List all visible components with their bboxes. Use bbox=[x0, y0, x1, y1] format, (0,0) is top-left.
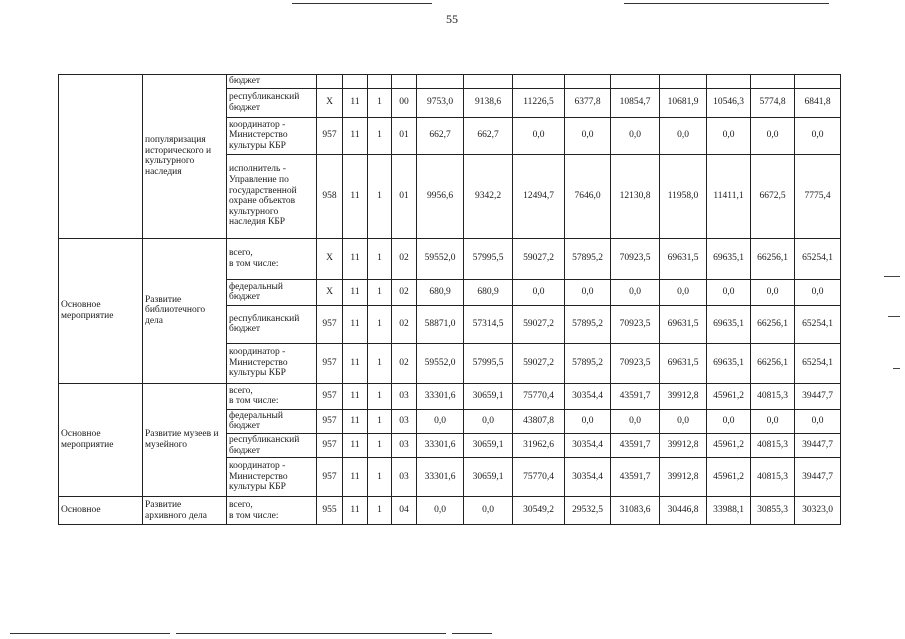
cell-amount: 7646,0 bbox=[565, 154, 611, 238]
cell-budget-code: 1 bbox=[368, 238, 392, 279]
cell-budget-code: 11 bbox=[343, 343, 368, 383]
cell-amount: 6672,5 bbox=[751, 154, 795, 238]
cell-budget-code: X bbox=[317, 88, 343, 117]
cell-amount: 0,0 bbox=[565, 409, 611, 433]
cell-amount: 30549,2 bbox=[513, 497, 565, 525]
cell-amount: 57895,2 bbox=[565, 343, 611, 383]
cell-amount: 0,0 bbox=[513, 117, 565, 154]
cell-amount: 0,0 bbox=[660, 279, 707, 305]
cell-budget-code: 1 bbox=[368, 88, 392, 117]
cell-amount: 59552,0 bbox=[417, 238, 464, 279]
cell-budget-code bbox=[343, 75, 368, 89]
cell-program-name: Развитие архивного дела bbox=[143, 497, 227, 525]
cell-amount bbox=[464, 75, 513, 89]
cell-amount: 30446,8 bbox=[660, 497, 707, 525]
cell-budget-code: 957 bbox=[317, 305, 343, 343]
cell-amount: 30354,4 bbox=[565, 458, 611, 497]
cell-amount: 75770,4 bbox=[513, 458, 565, 497]
cell-amount bbox=[751, 75, 795, 89]
cell-amount: 70923,5 bbox=[611, 238, 660, 279]
cell-amount: 57995,5 bbox=[464, 343, 513, 383]
cell-amount: 30659,1 bbox=[464, 458, 513, 497]
cell-amount: 39912,8 bbox=[660, 383, 707, 409]
cell-amount: 9753,0 bbox=[417, 88, 464, 117]
cell-amount: 0,0 bbox=[611, 279, 660, 305]
cell-budget-code: 957 bbox=[317, 458, 343, 497]
cell-amount: 0,0 bbox=[660, 117, 707, 154]
table-row bbox=[59, 75, 841, 89]
cell-amount: 39912,8 bbox=[660, 458, 707, 497]
cell-amount: 9956,6 bbox=[417, 154, 464, 238]
cell-amount: 59552,0 bbox=[417, 343, 464, 383]
cell-amount: 69631,5 bbox=[660, 238, 707, 279]
page-number: 55 bbox=[446, 12, 458, 26]
cell-amount: 58871,0 bbox=[417, 305, 464, 343]
cell-amount: 65254,1 bbox=[795, 238, 841, 279]
cell-amount: 6841,8 bbox=[795, 88, 841, 117]
cell-status: Основное bbox=[59, 497, 143, 525]
cell-amount: 65254,1 bbox=[795, 305, 841, 343]
bottom-rule-right bbox=[452, 633, 492, 634]
cell-amount: 39447,7 bbox=[795, 458, 841, 497]
cell-amount bbox=[660, 75, 707, 89]
cell-amount: 11226,5 bbox=[513, 88, 565, 117]
cell-amount: 69631,5 bbox=[660, 305, 707, 343]
cell-amount: 12494,7 bbox=[513, 154, 565, 238]
cell-budget-code: 1 bbox=[368, 497, 392, 525]
cell-funding-source: республиканский бюджет bbox=[227, 433, 317, 457]
cell-amount: 0,0 bbox=[751, 409, 795, 433]
cell-amount: 45961,2 bbox=[707, 383, 751, 409]
cell-amount: 30855,3 bbox=[751, 497, 795, 525]
cell-budget-code: 1 bbox=[368, 383, 392, 409]
cell-amount: 59027,2 bbox=[513, 305, 565, 343]
cell-program-name: Развитие музеев и музейного bbox=[143, 383, 227, 497]
cell-budget-code: 11 bbox=[343, 433, 368, 457]
cell-amount: 39912,8 bbox=[660, 433, 707, 457]
cell-budget-code: 1 bbox=[368, 154, 392, 238]
cell-amount: 70923,5 bbox=[611, 305, 660, 343]
cell-amount: 40815,3 bbox=[751, 458, 795, 497]
cell-budget-code: 03 bbox=[392, 458, 417, 497]
cell-amount: 39447,7 bbox=[795, 433, 841, 457]
margin-mark bbox=[884, 276, 900, 277]
cell-amount: 43591,7 bbox=[611, 458, 660, 497]
cell-budget-code bbox=[368, 75, 392, 89]
cell-amount: 0,0 bbox=[795, 279, 841, 305]
cell-amount: 680,9 bbox=[464, 279, 513, 305]
cell-amount: 30354,4 bbox=[565, 383, 611, 409]
cell-budget-code: 11 bbox=[343, 279, 368, 305]
cell-amount: 31962,6 bbox=[513, 433, 565, 457]
cell-budget-code: 01 bbox=[392, 154, 417, 238]
cell-amount: 10854,7 bbox=[611, 88, 660, 117]
cell-amount: 11958,0 bbox=[660, 154, 707, 238]
cell-budget-code: X bbox=[317, 238, 343, 279]
top-rule-left bbox=[292, 3, 432, 4]
cell-funding-source: федеральный бюджет bbox=[227, 279, 317, 305]
top-rule-right bbox=[624, 3, 829, 4]
cell-budget-code: X bbox=[317, 279, 343, 305]
cell-amount: 10546,3 bbox=[707, 88, 751, 117]
cell-amount: 0,0 bbox=[707, 409, 751, 433]
cell-funding-source: республиканский бюджет bbox=[227, 305, 317, 343]
cell-budget-code: 11 bbox=[343, 238, 368, 279]
cell-amount: 57995,5 bbox=[464, 238, 513, 279]
cell-amount: 69631,5 bbox=[660, 343, 707, 383]
cell-budget-code: 1 bbox=[368, 433, 392, 457]
cell-amount: 0,0 bbox=[611, 409, 660, 433]
cell-amount: 0,0 bbox=[565, 117, 611, 154]
cell-amount bbox=[513, 75, 565, 89]
cell-amount: 9342,2 bbox=[464, 154, 513, 238]
cell-amount: 57895,2 bbox=[565, 238, 611, 279]
cell-amount: 11411,1 bbox=[707, 154, 751, 238]
cell-amount: 40815,3 bbox=[751, 383, 795, 409]
cell-budget-code: 957 bbox=[317, 117, 343, 154]
cell-funding-source: всего, в том числе: bbox=[227, 497, 317, 525]
cell-budget-code: 957 bbox=[317, 409, 343, 433]
cell-amount: 30659,1 bbox=[464, 383, 513, 409]
cell-funding-source: всего, в том числе: bbox=[227, 383, 317, 409]
cell-budget-code: 1 bbox=[368, 343, 392, 383]
cell-budget-code: 02 bbox=[392, 279, 417, 305]
cell-amount bbox=[611, 75, 660, 89]
bottom-rule-left bbox=[10, 633, 170, 634]
cell-amount: 69635,1 bbox=[707, 343, 751, 383]
cell-budget-code: 03 bbox=[392, 433, 417, 457]
cell-amount: 662,7 bbox=[464, 117, 513, 154]
cell-amount: 0,0 bbox=[707, 117, 751, 154]
cell-budget-code: 955 bbox=[317, 497, 343, 525]
table-row bbox=[59, 383, 841, 409]
cell-budget-code: 1 bbox=[368, 458, 392, 497]
cell-budget-code: 03 bbox=[392, 383, 417, 409]
cell-amount: 0,0 bbox=[795, 117, 841, 154]
cell-amount: 0,0 bbox=[464, 409, 513, 433]
margin-mark bbox=[893, 368, 900, 369]
cell-budget-code: 957 bbox=[317, 433, 343, 457]
cell-amount: 0,0 bbox=[660, 409, 707, 433]
cell-amount: 33988,1 bbox=[707, 497, 751, 525]
cell-budget-code: 02 bbox=[392, 238, 417, 279]
cell-amount bbox=[417, 75, 464, 89]
cell-funding-source: координатор - Министерство культуры КБР bbox=[227, 458, 317, 497]
cell-budget-code: 00 bbox=[392, 88, 417, 117]
cell-funding-source: республиканский бюджет bbox=[227, 88, 317, 117]
cell-funding-source: исполнитель - Управление по государственной охране объектов культурного наследия КБР bbox=[227, 154, 317, 238]
cell-budget-code bbox=[392, 75, 417, 89]
cell-amount: 65254,1 bbox=[795, 343, 841, 383]
margin-mark bbox=[888, 316, 900, 317]
cell-status: Основное мероприятие bbox=[59, 383, 143, 497]
cell-amount: 0,0 bbox=[611, 117, 660, 154]
cell-budget-code: 11 bbox=[343, 458, 368, 497]
cell-amount bbox=[565, 75, 611, 89]
cell-budget-code bbox=[317, 75, 343, 89]
cell-budget-code: 11 bbox=[343, 305, 368, 343]
cell-amount: 0,0 bbox=[565, 279, 611, 305]
cell-funding-source: координатор - Министерство культуры КБР bbox=[227, 117, 317, 154]
cell-amount: 70923,5 bbox=[611, 343, 660, 383]
cell-amount: 30354,4 bbox=[565, 433, 611, 457]
table-row bbox=[59, 238, 841, 279]
cell-amount bbox=[795, 75, 841, 89]
cell-amount: 0,0 bbox=[513, 279, 565, 305]
cell-funding-source: федеральный бюджет bbox=[227, 409, 317, 433]
cell-budget-code: 1 bbox=[368, 117, 392, 154]
cell-amount: 57895,2 bbox=[565, 305, 611, 343]
cell-funding-source: всего, в том числе: bbox=[227, 238, 317, 279]
cell-status: Основное мероприятие bbox=[59, 238, 143, 383]
cell-amount: 66256,1 bbox=[751, 343, 795, 383]
cell-budget-code: 11 bbox=[343, 409, 368, 433]
cell-budget-code: 02 bbox=[392, 343, 417, 383]
cell-amount: 59027,2 bbox=[513, 238, 565, 279]
cell-amount: 12130,8 bbox=[611, 154, 660, 238]
cell-budget-code: 11 bbox=[343, 154, 368, 238]
cell-amount: 45961,2 bbox=[707, 458, 751, 497]
cell-amount: 39447,7 bbox=[795, 383, 841, 409]
cell-budget-code: 11 bbox=[343, 88, 368, 117]
cell-amount: 69635,1 bbox=[707, 238, 751, 279]
cell-amount: 59027,2 bbox=[513, 343, 565, 383]
cell-amount: 57314,5 bbox=[464, 305, 513, 343]
cell-amount: 0,0 bbox=[795, 409, 841, 433]
cell-status bbox=[59, 75, 143, 239]
cell-budget-code: 958 bbox=[317, 154, 343, 238]
cell-amount: 5774,8 bbox=[751, 88, 795, 117]
cell-budget-code: 02 bbox=[392, 305, 417, 343]
cell-amount bbox=[707, 75, 751, 89]
cell-amount: 43591,7 bbox=[611, 383, 660, 409]
budget-table bbox=[58, 74, 841, 525]
cell-amount: 43591,7 bbox=[611, 433, 660, 457]
cell-amount: 680,9 bbox=[417, 279, 464, 305]
cell-amount: 0,0 bbox=[417, 497, 464, 525]
cell-amount: 33301,6 bbox=[417, 433, 464, 457]
cell-budget-code: 1 bbox=[368, 279, 392, 305]
table-row bbox=[59, 497, 841, 525]
cell-budget-code: 04 bbox=[392, 497, 417, 525]
cell-amount: 69635,1 bbox=[707, 305, 751, 343]
cell-budget-code: 01 bbox=[392, 117, 417, 154]
cell-amount: 33301,6 bbox=[417, 383, 464, 409]
cell-funding-source: координатор - Министерство культуры КБР bbox=[227, 343, 317, 383]
cell-amount: 66256,1 bbox=[751, 305, 795, 343]
cell-amount: 0,0 bbox=[707, 279, 751, 305]
cell-funding-source: бюджет bbox=[227, 75, 317, 89]
cell-budget-code: 11 bbox=[343, 383, 368, 409]
cell-amount: 10681,9 bbox=[660, 88, 707, 117]
cell-budget-code: 11 bbox=[343, 117, 368, 154]
cell-amount: 0,0 bbox=[417, 409, 464, 433]
cell-amount: 43807,8 bbox=[513, 409, 565, 433]
cell-budget-code: 1 bbox=[368, 409, 392, 433]
cell-budget-code: 03 bbox=[392, 409, 417, 433]
cell-program-name: Развитие библиотечного дела bbox=[143, 238, 227, 383]
cell-amount: 45961,2 bbox=[707, 433, 751, 457]
cell-budget-code: 11 bbox=[343, 497, 368, 525]
cell-amount: 30659,1 bbox=[464, 433, 513, 457]
cell-amount: 0,0 bbox=[751, 117, 795, 154]
cell-amount: 40815,3 bbox=[751, 433, 795, 457]
cell-amount: 6377,8 bbox=[565, 88, 611, 117]
cell-amount: 7775,4 bbox=[795, 154, 841, 238]
cell-amount: 66256,1 bbox=[751, 238, 795, 279]
cell-amount: 33301,6 bbox=[417, 458, 464, 497]
bottom-rule-middle bbox=[176, 633, 446, 634]
cell-budget-code: 957 bbox=[317, 343, 343, 383]
cell-amount: 75770,4 bbox=[513, 383, 565, 409]
cell-program-name: популяризация исторического и культурного наследия bbox=[143, 75, 227, 239]
cell-amount: 0,0 bbox=[751, 279, 795, 305]
cell-amount: 662,7 bbox=[417, 117, 464, 154]
cell-amount: 0,0 bbox=[464, 497, 513, 525]
cell-budget-code: 957 bbox=[317, 383, 343, 409]
cell-amount: 31083,6 bbox=[611, 497, 660, 525]
cell-budget-code: 1 bbox=[368, 305, 392, 343]
cell-amount: 9138,6 bbox=[464, 88, 513, 117]
cell-amount: 30323,0 bbox=[795, 497, 841, 525]
cell-amount: 29532,5 bbox=[565, 497, 611, 525]
